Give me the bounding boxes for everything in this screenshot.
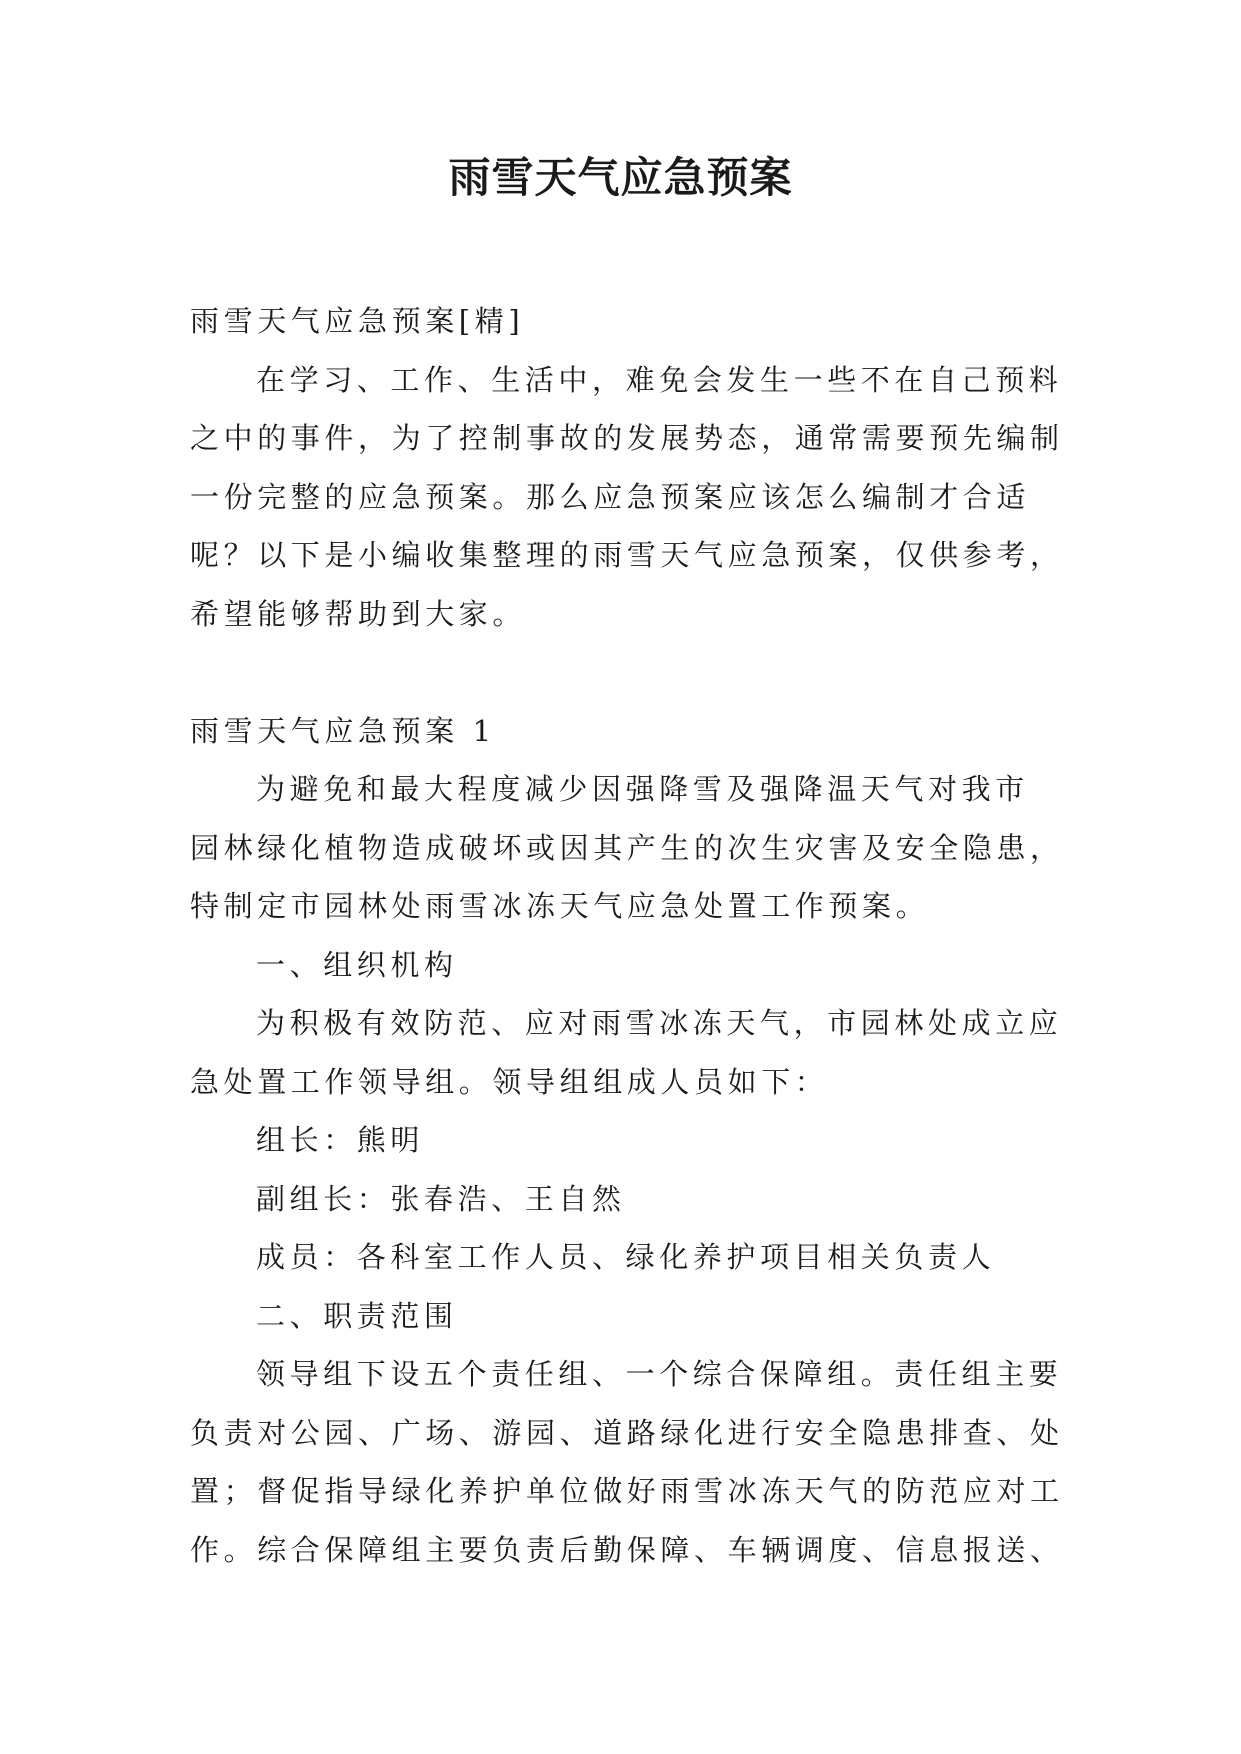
text-line: 之中的事件，为了控制事故的发展势态，通常需要预先编制 bbox=[190, 421, 1064, 455]
paragraph-spacer bbox=[190, 643, 1052, 702]
text-line: 成员：各科室工作人员、绿化养护项目相关负责人 bbox=[256, 1240, 996, 1274]
text-line: 一份完整的应急预案。那么应急预案应该怎么编制才合适 bbox=[190, 479, 1031, 514]
text-line: 副组长：张春浩、王自然 bbox=[256, 1181, 626, 1216]
document-body bbox=[190, 292, 1064, 1579]
text-line: 作。综合保障组主要负责后勤保障、车辆调度、信息报送、 bbox=[190, 1532, 1064, 1567]
document-title: 雨雪天气应急预案 bbox=[448, 153, 793, 202]
text-line: 置；督促指导绿化养护单位做好雨雪冰冻天气的防范应对工 bbox=[190, 1474, 1064, 1508]
text-line: 负责对公园、广场、游园、道路绿化进行安全隐患排查、处 bbox=[190, 1415, 1064, 1450]
text-line: 组长：熊明 bbox=[256, 1123, 425, 1157]
text-line: 希望能够帮助到大家。 bbox=[190, 596, 527, 631]
text-line: 一、组织机构 bbox=[256, 947, 458, 982]
text-line: 雨雪天气应急预案[精] bbox=[190, 304, 525, 338]
text-line: 为积极有效防范、应对雨雪冰冻天气，市园林处成立应 bbox=[256, 1006, 1063, 1040]
text-line: 二、职责范围 bbox=[256, 1298, 458, 1333]
text-line: 在学习、工作、生活中，难免会发生一些不在自己预料 bbox=[256, 362, 1063, 397]
text-line: 特制定市园林处雨雪冰冻天气应急处置工作预案。 bbox=[190, 889, 930, 923]
text-line: 雨雪天气应急预案 1 bbox=[190, 713, 496, 748]
text-line: 急处置工作领导组。领导组组成人员如下： bbox=[190, 1064, 829, 1099]
text-line: 呢？以下是小编收集整理的雨雪天气应急预案，仅供参考， bbox=[190, 538, 1064, 572]
text-line: 为避免和最大程度减少因强降雪及强降温天气对我市 bbox=[256, 772, 1029, 806]
text-line: 领导组下设五个责任组、一个综合保障组。责任组主要 bbox=[256, 1357, 1063, 1391]
text-line: 园林绿化植物造成破坏或因其产生的次生灾害及安全隐患， bbox=[190, 830, 1064, 865]
